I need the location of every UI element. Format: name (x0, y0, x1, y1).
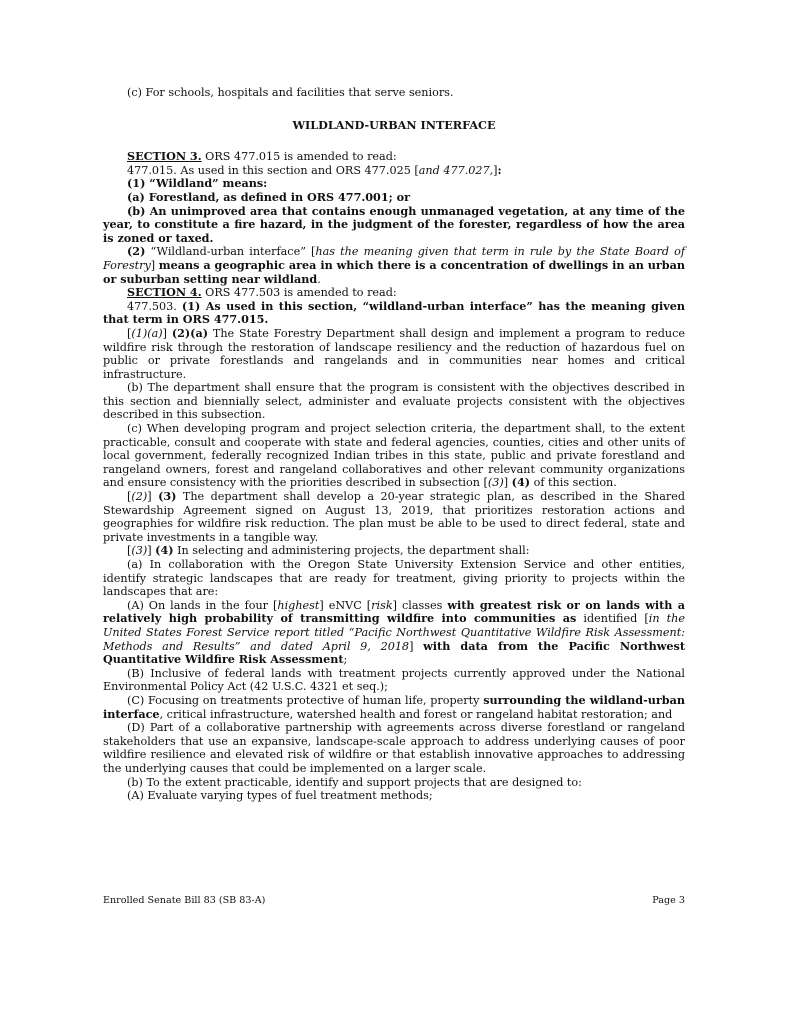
section-3-sub-1b: (b) An unimproved area that contains enough unmanaged vegetation, at any time of the year, to constitute a fire hazard, in the judgment of the forester, regardless of how the area is zoned or taxed. (103, 203, 685, 245)
section-4-sub-4b-A: (A) Evaluate varying types of fuel treatment methods; (127, 789, 433, 803)
section-4-sub-4a-A: (A) On lands in the four [highest] eNVC [risk] classes with greatest risk or on lands with a relatively high probability of transmitting wildfire into communities as identified [in the United States Forest Service report titled “Pacific Northwest Quantitative Wildfire Risk Assessment: Methods and Results” and dated April 9, 2018] with data from the Pacific Northwest Quantitative Wildfire Risk Assessment; (103, 597, 686, 667)
document-body (103, 86, 685, 803)
section-4-sub-3: [(2)] (3) The department shall develop a 20-year strategic plan, as described in the Shared Stewardship Agreement signed on August 13, 2019, that prioritizes restoration actions and geographies for wildfire risk reduction. The plan must be able to be used to direct federal, state and private investments in a tangible way. (103, 489, 686, 544)
section-4-sub-4a: (a) In collaboration with the Oregon State University Extension Service and other entities, identify strategic landscapes that are ready for treatment, giving priority to projects within the landscapes that are: (103, 558, 685, 599)
footer-bill-name: Enrolled Senate Bill 83 (SB 83-A) (103, 895, 266, 906)
section-3-sub-1: (1) “Wildland” means: (127, 176, 268, 191)
section-heading: WILDLAND-URBAN INTERFACE (292, 117, 496, 132)
section-4-sub-4b: (b) To the extent practicable, identify and support projects that are designed to: (127, 775, 582, 789)
section-4-line-1: 477.503. (1) As used in this section, “wildland-urban interface” has the meaning given that term in ORS 477.015. (103, 298, 685, 327)
section-3-sub-2: (2) “Wildland-urban interface” [has the meaning given that term in rule by the State Board of Forestry] means a geographic area in which there is a concentration of dwellings in an urban or suburban setting near wildland. (103, 244, 686, 286)
section-3-sub-1a: (a) Forestland, as defined in ORS 477.001; or (127, 189, 411, 204)
section-3-line-1: 477.015. As used in this section and ORS 477.025 [and 477.027,]: (127, 162, 502, 177)
intro-line: (c) For schools, hospitals and facilities that serve seniors. (127, 86, 454, 99)
section-4-sub-4a-B: (B) Inclusive of federal lands with treatment projects currently approved under the National Environmental Policy Act (42 U.S.C. 4321 et seq.); (103, 666, 685, 694)
section-4-sub-2b: (b) The department shall ensure that the program is consistent with the objectives described in this section and biennially select, administer and evaluate projects consistent with the objectives described in this subsection. (103, 381, 685, 422)
section-3-title: SECTION 3. ORS 477.015 is amended to read: (127, 149, 397, 164)
section-4-title: SECTION 4. ORS 477.503 is amended to read: (127, 285, 397, 300)
footer-page-number: Page 3 (652, 895, 685, 906)
section-4-sub-4a-D: (D) Part of a collaborative partnership with agreements across diverse forestland or rangeland stakeholders that use an expansive, landscape-scale approach to address underlying causes of poor wildfire resilience and elevated risk of wildfire or that establish innovative approaches to addressing the underlying causes that could be implemented on a larger scale. (103, 721, 685, 775)
section-4-sub-2c: (c) When developing program and project selection criteria, the department shall, to the extent practicable, consult and cooperate with state and federal agencies, counties, cities and other units of local government, federally recognized Indian tribes in this state, public and private forestland and rangeland owners, forest and rangeland collaboratives and other relevant community organizations and ensure consistency with the priorities described in subsection [(3)] (4) of this section. (103, 422, 685, 490)
page-footer (103, 895, 685, 906)
section-4-sub-2a: [(1)(a)] (2)(a) The State Forestry Department shall design and implement a program to reduce wildfire risk through the restoration of landscape resiliency and the reduction of hazardous fuel on public or private forestlands and rangelands and in communities near homes and critical infrastructure. (103, 325, 685, 381)
section-4-sub-4: [(3)] (4) In selecting and administering projects, the department shall: (127, 543, 530, 558)
section-4-sub-4a-C: (C) Focusing on treatments protective of human life, property surrounding the wildland-urban interface, critical infrastructure, watershed health and forest or rangeland habitat restoration; and (103, 692, 685, 721)
